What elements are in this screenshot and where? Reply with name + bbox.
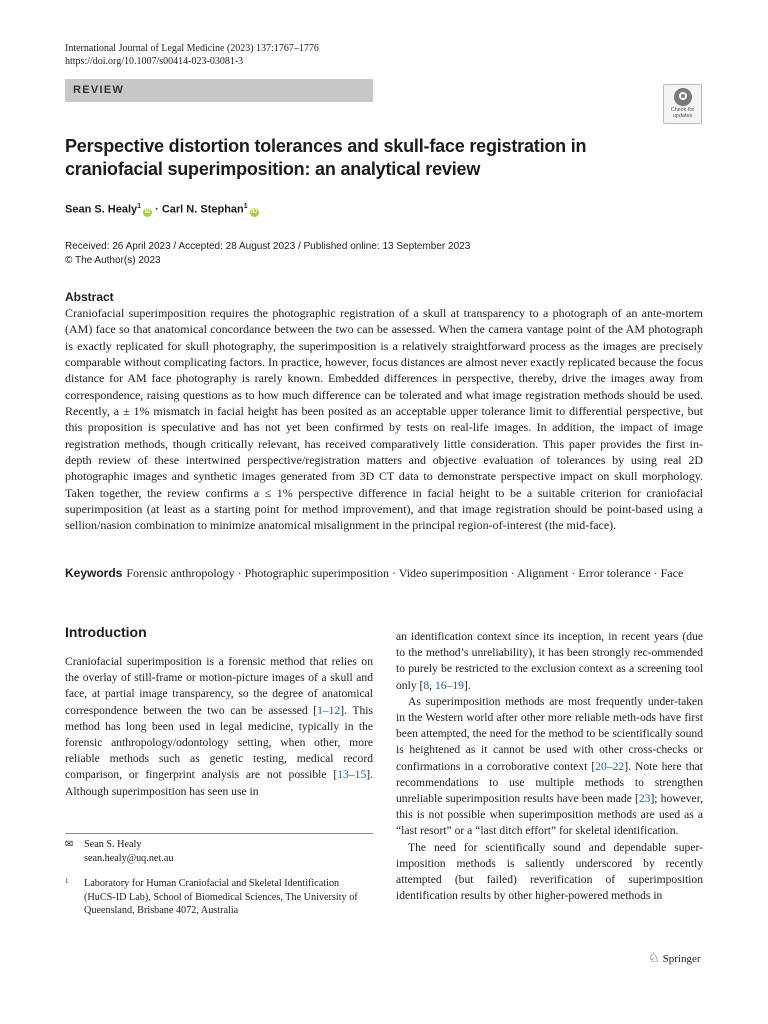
publisher-name: Springer: [662, 953, 701, 965]
right-column: [396, 629, 703, 904]
affiliation-number: 1: [65, 877, 69, 885]
springer-horse-icon: ♘: [648, 951, 660, 966]
author-separator: ·: [152, 203, 162, 216]
doi-link[interactable]: https://doi.org/10.1007/s00414-023-03081-3: [65, 56, 244, 67]
publication-dates: [65, 240, 470, 268]
citation-link[interactable]: 16–19: [434, 678, 464, 692]
body-paragraph: [396, 694, 703, 840]
section-label: REVIEW: [65, 79, 373, 102]
affiliation-marker: 1: [137, 203, 142, 210]
text-run: ].: [463, 678, 471, 692]
keywords-list: Forensic anthropology · Photographic superimposition · Video superimposition · Alignment · Error tolerance · Face: [126, 566, 684, 580]
author-name[interactable]: Carl N. Stephan: [161, 203, 244, 216]
journal-citation: International Journal of Legal Medicine (2023) 137:1767–1776: [65, 43, 319, 54]
body-paragraph: The need for scientifically sound and dependable super-imposition methods is saliently underscored by recently attempted (but failed) reverification of superimposition identification results by other higher-powered methods in: [396, 840, 703, 903]
dates-line: Received: 26 April 2023 / Accepted: 28 August 2023 / Published online: 13 September 2023: [65, 241, 471, 252]
text-run: Craniofacial superimposition is a forensic method that relies on the overlay of still-frame or motion-picture images of a skull and face, at partial image transparency, so the degree of anatomical correspondence between the two can be assessed [: [65, 655, 373, 717]
check-for-updates-badge[interactable]: [663, 84, 702, 124]
publisher-logo: [648, 951, 701, 966]
author-list: [65, 203, 259, 217]
affiliation-footnote: [65, 877, 373, 918]
journal-header: [65, 42, 319, 68]
affiliation-text: Laboratory for Human Craniofacial and Skeletal Identification (HuCS-ID Lab), School of Biomedical Sciences, The University of Queensland, Brisbane 4072, Australia: [84, 878, 358, 916]
citation-link[interactable]: 8: [423, 678, 430, 692]
citation-link[interactable]: 23: [638, 792, 651, 806]
orcid-icon[interactable]: iD: [251, 208, 258, 215]
abstract-body: Craniofacial superimposition requires the photographic registration of a skull at transparency to a photograph of an ante-mortem (AM) face so that anatomical concordance between the two can be assessed. When the camera vantage point of the AM photograph is exactly replicated for skull photography, the superimposition is a relatively straightforward process as the images are precisely comparable without complicating factors. In practice, however, focus distances are almost never exactly replicated because the focus distance for AM face photography is rarely known. Embedded differences in perspective, thereby, drive the images away from correspondence, raising questions as to how much difference can be tolerated and what image registration methods should be used. Recently, a ± 1% mismatch in facial height has been posited as an acceptable upper tolerance limit to differential perspective, but this proposition is speculative and has not yet been confirmed by tests on real-life images. In addition, the impact of image registration methods, though critically relevant, has received comparatively little consideration. This paper provides the first in-depth review of these intertwined perspective/registration matters and objective evaluation of tolerances by using real 2D photographic images and synthetic images generated from 3D CT data to demonstrate perspective impact on skull morphology. Taken together, the review confirms a ≤ 1% perspective difference in facial height to be a suitable criterion for craniofacial superimposition (at least as a starting point for method improvement), and that image registration should be point-based using a sellion/nasion combination to minimize anatomical misalignment in the principal region-of-interest (the mid-face).: [65, 306, 703, 533]
citation-link[interactable]: 13–15: [337, 768, 367, 782]
text-run: ]. Note here that recommendations to use multiple methods to strengthen unreliable superimposition results have been made [: [396, 759, 703, 806]
check-badge-line1: Check for: [670, 107, 695, 113]
text-run: an identification context since its inception, in recent years (due to the method’s unreliability), it has been strongly rec-ommended to purely be restricted to the exclusion context as a screening tool only [: [396, 630, 703, 692]
envelope-icon: ✉: [65, 839, 74, 850]
text-run: ]. This method has long been used in legal medicine, typically in the forensic anthropology/odontology setting, when other, more reliable methods such as genetic testing, medical record comparison, or fingerprint analysis are not possible [: [65, 703, 373, 782]
body-paragraph: [65, 654, 373, 800]
left-column: [65, 624, 373, 800]
citation-link[interactable]: 1–12: [317, 703, 341, 717]
corresponding-author-name: Sean S. Healy: [84, 839, 142, 850]
check-badge-line2: updates: [672, 113, 693, 119]
text-run: ]. Although superimposition has seen use in: [65, 768, 373, 798]
corresponding-author: [65, 838, 173, 865]
text-run: As superimposition methods are most frequently under-taken in the Western world after other more reliable meth-ods have first been attempted, the need for the method to be scientifically sound is heightened as it cannot be used with other cross-checks or confirmations in a corroborative context [: [396, 694, 703, 773]
article-title: Perspective distortion tolerances and skull-face registration in craniofacial superimposition: an analytical review: [65, 136, 587, 179]
body-paragraph: [396, 629, 703, 694]
orcid-icon[interactable]: iD: [144, 208, 151, 215]
footnote-divider: [65, 833, 373, 834]
author-name[interactable]: Sean S. Healy: [65, 203, 138, 216]
affiliation-marker: 1: [243, 203, 248, 210]
corresponding-author-email[interactable]: sean.healy@uq.net.au: [84, 852, 174, 864]
text-run: ,: [429, 678, 435, 692]
keywords: [65, 565, 703, 582]
text-run: ]; however, this is not possible when superimposition methods are used as a “last resort” or a “last ditch effort” for skeletal identification.: [396, 792, 703, 838]
section-heading-introduction: Introduction: [65, 624, 147, 640]
copyright-line: © The Author(s) 2023: [65, 255, 161, 266]
keywords-heading: Keywords: [65, 566, 123, 580]
update-icon: [674, 88, 692, 106]
citation-link[interactable]: 20–22: [595, 759, 625, 773]
abstract-heading: Abstract: [65, 290, 114, 304]
